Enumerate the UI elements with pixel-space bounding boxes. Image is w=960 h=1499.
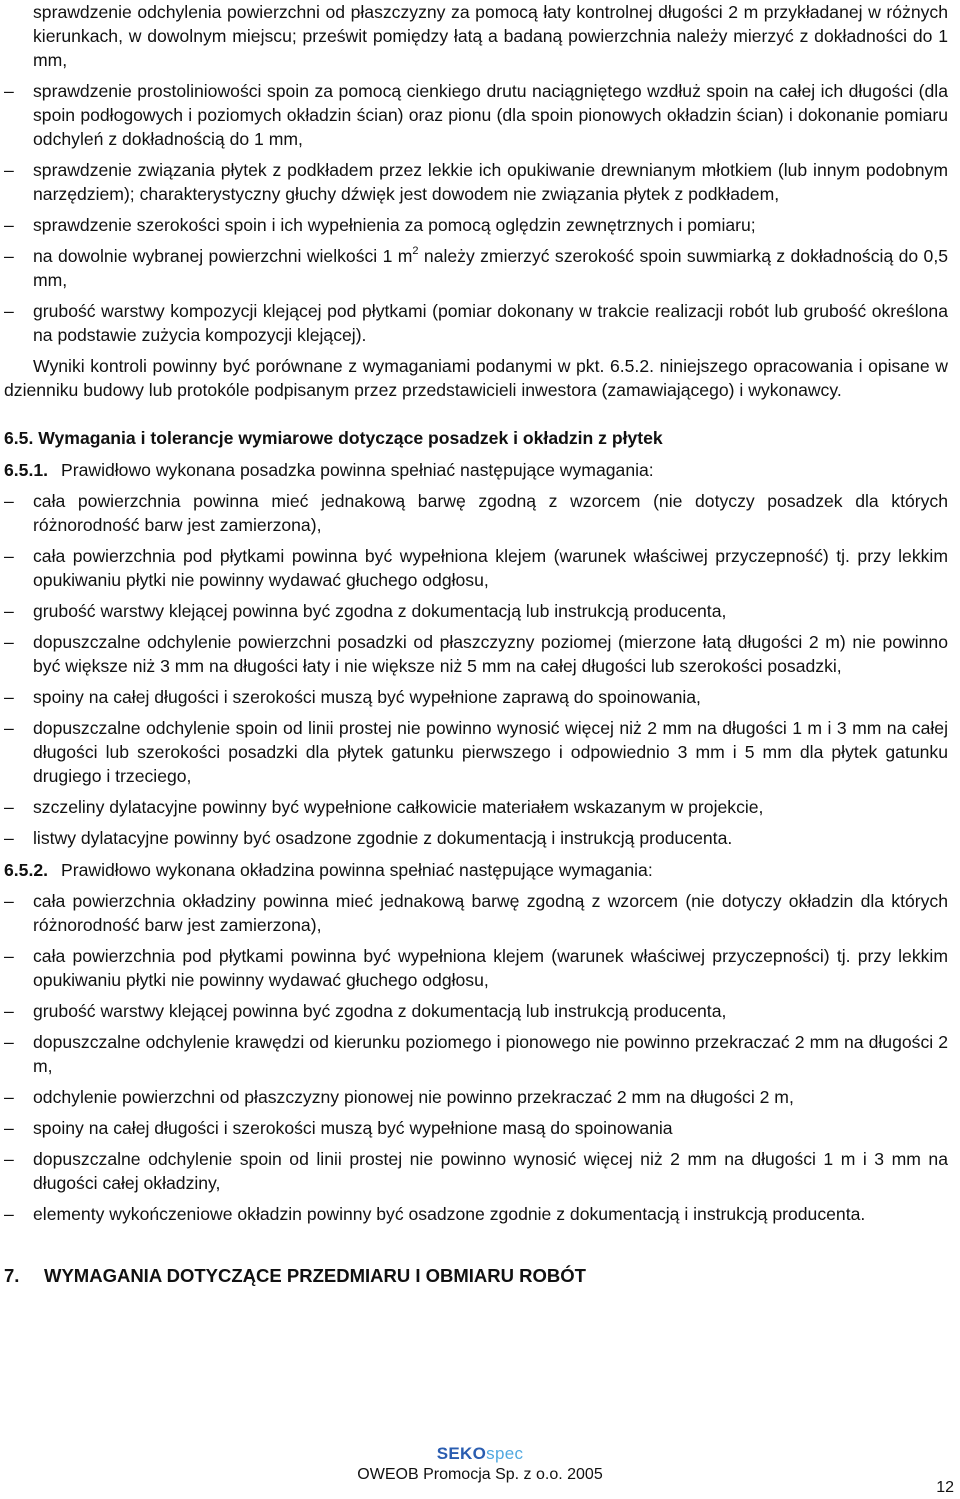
list-item-text: dopuszczalne odchylenie powierzchni posadzki od płaszczyzny poziomej (mierzone łatą długości 2 m) nie powinno być większe niż 3 mm na długości łaty i nie większe niż 5 mm na całej długości lub szerokości posadzki, [33, 632, 948, 676]
footer-company: OWEOB Promocja Sp. z o.o. 2005 [357, 1466, 603, 1483]
list-item-text: sprawdzenie związania płytek z podkładem przez lekkie ich opukiwanie drewnianym młotkiem (lub innym podobnym narzędziem); charakterystyczny głuchy dźwięk jest dowodem nie związania płytek z podkładem, [33, 160, 948, 204]
list-item-text: elementy wykończeniowe okładzin powinny być osadzone zgodnie z dokumentacją i instrukcją producenta. [33, 1204, 866, 1224]
list-item-text: listwy dylatacyjne powinny być osadzone zgodnie z dokumentacją i instrukcją producenta. [33, 828, 733, 848]
list-item [4, 889, 948, 937]
list-item-text: spoiny na całej długości i szerokości muszą być wypełnione masą do spoinowania [33, 1118, 673, 1138]
list-item [4, 1116, 948, 1140]
list-item [4, 685, 948, 709]
list-item [4, 158, 948, 206]
list-item-text: cała powierzchnia powinna mieć jednakową barwę zgodną z wzorcem (nie dotyczy posadzek dla których różnorodność barw jest zamierzona), [33, 491, 948, 535]
list-item-text: sprawdzenie odchylenia powierzchni od płaszczyzny za pomocą łaty kontrolnej długości 2 m przykładanej w różnych kierunkach, w dowolnym miejscu; prześwit pomiędzy łatą a badaną powierzchnia należy mierzyć z dokładności do 1 mm, [33, 2, 948, 70]
list-item-text: sprawdzenie szerokości spoin i ich wypełnienia za pomocą oględzin zewnętrznych i pomiaru; [33, 215, 756, 235]
list-item-text: cała powierzchnia pod płytkami powinna być wypełniona klejem (warunek właściwej przyczepności) tj. przy lekkim opukiwaniu płytki nie powinny wydawać głuchego odgłosu, [33, 946, 948, 990]
list-item [4, 244, 948, 292]
list-item-text: grubość warstwy kompozycji klejącej pod płytkami (pomiar dokonany w trakcie realizacji robót lub grubość określona na podstawie zużycia kompozycji klejącej). [33, 301, 948, 345]
list-item [4, 826, 948, 850]
subsection-number: 6.5.1. [4, 460, 49, 480]
requirements-list-okladzina [4, 889, 948, 1226]
requirements-list-posadzka [4, 489, 948, 850]
page-number: 12 [936, 1479, 954, 1496]
list-item [4, 795, 948, 819]
list-item [4, 544, 948, 592]
list-item [4, 716, 948, 788]
list-item-text: cała powierzchnia pod płytkami powinna być wypełniona klejem (warunek właściwej przyczepność) tj. przy lekkim opukiwaniu płytki nie powinny wydawać głuchego odgłosu, [33, 546, 948, 590]
list-item-text: dopuszczalne odchylenie spoin od linii prostej nie powinno wynosić więcej niż 2 mm na długości 1 m i 3 mm na długości całej okładziny, [33, 1149, 948, 1193]
list-item-text: dopuszczalne odchylenie krawędzi od kierunku poziomego i pionowego nie powinno przekraczać 2 mm na długości 2 m, [33, 1032, 948, 1076]
list-item-text: odchylenie powierzchni od płaszczyzny pionowej nie powinno przekraczać 2 mm na długości 2 m, [33, 1087, 794, 1107]
list-item [4, 1202, 948, 1226]
list-item [4, 599, 948, 623]
list-item [4, 944, 948, 992]
inspection-list [4, 0, 948, 237]
list-item-text: grubość warstwy klejącej powinna być zgodna z dokumentacją lub instrukcją producenta, [33, 601, 727, 621]
page-content [4, 0, 948, 1288]
section-heading-6-5: 6.5. Wymagania i tolerancje wymiarowe dotyczące posadzek i okładzin z płytek [4, 428, 663, 448]
list-item-text: dopuszczalne odchylenie spoin od linii prostej nie powinno wynosić więcej niż 2 mm na długości 1 m i 3 mm na całej długości lub szerokości posadzki dla płytek gatunku pierwszego i odpowiednio 3 mm i 5 mm dla płytek gatunku drugiego i trzeciego, [33, 718, 948, 786]
list-item [4, 999, 948, 1023]
list-item [4, 1147, 948, 1195]
subsection-6-5-1 [4, 458, 948, 482]
section-heading-7: 7. WYMAGANIA DOTYCZĄCE PRZEDMIARU I OBMIARU ROBÓT [4, 1265, 586, 1286]
results-paragraph: Wyniki kontroli powinny być porównane z wymaganiami podanymi w pkt. 6.5.2. niniejszego opracowania i opisane w dzienniku budowy lub protokóle podpisanym przez przedstawicieli inwestora (zamawiającego) i wykonawcy. [4, 356, 948, 400]
subsection-number: 6.5.2. [4, 860, 49, 880]
list-item [4, 630, 948, 678]
list-item-text: grubość warstwy klejącej powinna być zgodna z dokumentacją lub instrukcją producenta, [33, 1001, 727, 1021]
list-item [4, 1085, 948, 1109]
subsection-6-5-2 [4, 858, 948, 882]
list-item-text: sprawdzenie prostoliniowości spoin za pomocą cienkiego drutu naciągniętego wzdłuż spoin na całej ich długości (dla spoin podłogowych i poziomych okładzin ścian) oraz pionu (dla spoin pionowych okładzin ścian) i dokonanie pomiaru odchyleń z dokładnością do 1 mm, [33, 81, 948, 149]
footer-brand-logo: SEKOspec [436, 1444, 524, 1463]
list-item [4, 299, 948, 347]
list-item [4, 79, 948, 151]
superscript: 2 [412, 245, 419, 257]
list-item [4, 1030, 948, 1078]
m2-text: na dowolnie wybranej powierzchni wielkości 1 $m^2$ należy zmierzyć szerokość spoin suwmiarką z dokładnością do 0,5 mm, [33, 245, 948, 290]
list-item-text: spoiny na całej długości i szerokości muszą być wypełnione zaprawą do spoinowania, [33, 687, 701, 707]
list-item [4, 489, 948, 537]
list-item-text: szczeliny dylatacyjne powinny być wypełnione całkowicie materiałem wskazanym w projekcie, [33, 797, 764, 817]
subsection-text: Prawidłowo wykonana posadzka powinna spełniać następujące wymagania: [61, 460, 654, 480]
list-item [4, 213, 948, 237]
subsection-text: Prawidłowo wykonana okładzina powinna spełniać następujące wymagania: [61, 860, 653, 880]
list-item [4, 0, 948, 72]
list-item-text: cała powierzchnia okładziny powinna mieć jednakową barwę zgodną z wzorcem (nie dotyczy okładzin dla których różnorodność barw jest zamierzona), [33, 891, 948, 935]
